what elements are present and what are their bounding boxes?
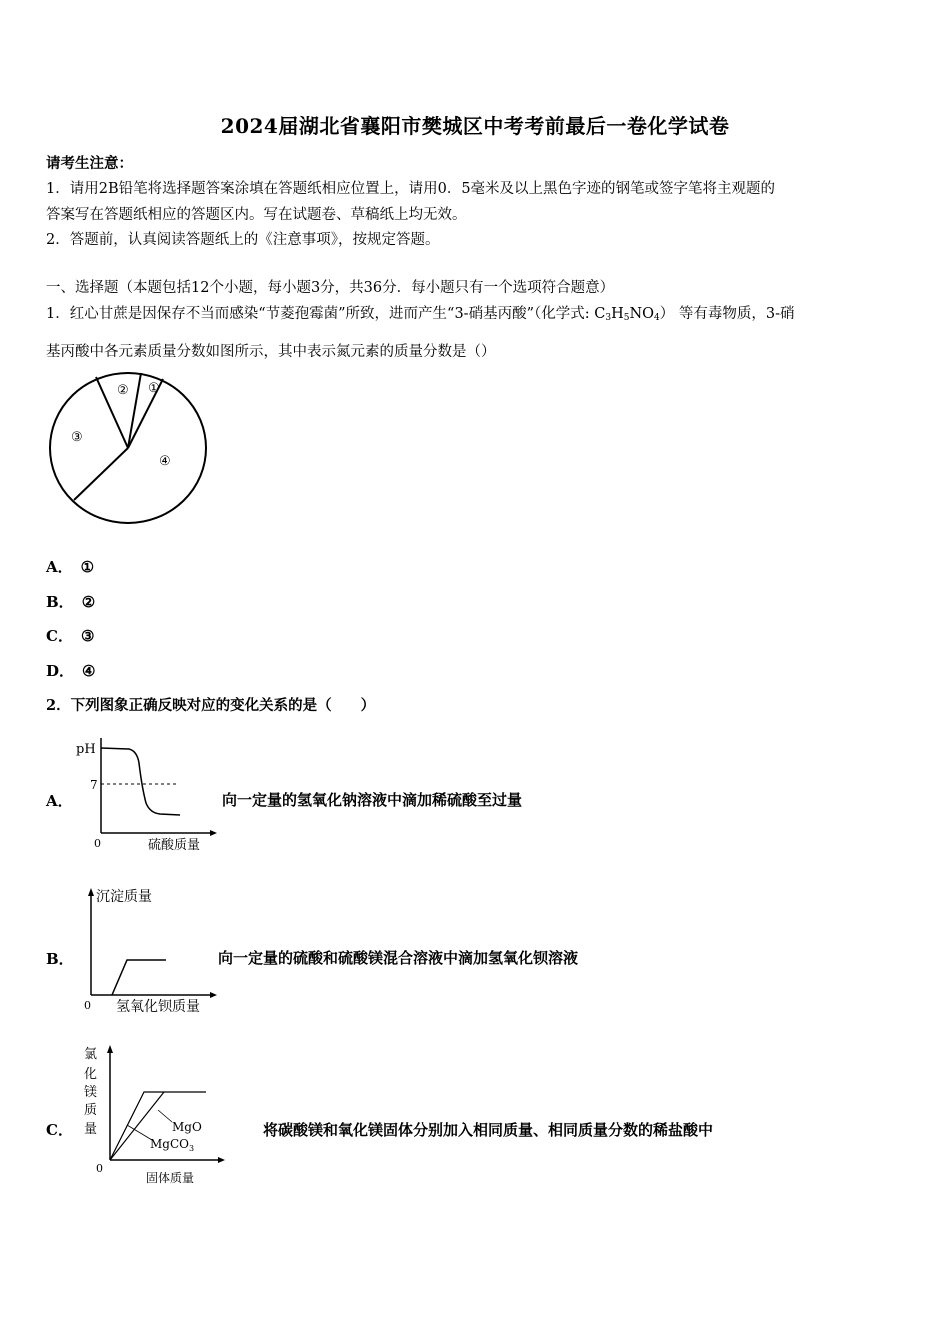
q1-option-a-label: A． [46,558,73,576]
q1-option-c-value: ③ [80,627,95,645]
notice-line-2: 答案写在答题纸相应的答题区内。写在试题卷、草稿纸上均无效。 [46,207,467,223]
q1-option-c[interactable] [46,625,94,646]
ph-curve-figure [74,733,222,858]
c-y-char-3: 镁 [84,1085,98,1100]
q1-option-b-value: ② [81,593,96,611]
a-ref-label: 7 [90,778,98,792]
a-ph-curve [101,748,180,815]
notice-line-3: 2．答题前，认真阅读答题纸上的《注意事项》，按规定答题。 [46,232,440,248]
c-mgco3-base: MgCO [150,1137,189,1151]
precipitate-figure [74,883,224,1018]
pie-divider-4 [74,448,128,500]
pie-label-3: ③ [71,430,83,445]
formula-no: NO [629,306,655,322]
q1-text-a: 1．红心甘蔗是因保存不当而感染“节菱孢霉菌”所致，进而产生“3-硝基丙酸”（化学式: C [46,306,606,322]
c-mgo-label: MgO [172,1120,202,1134]
formula-sub-4: 4 [654,313,660,323]
c-y-char-5: 量 [84,1122,98,1137]
b-x-arrow [210,992,217,998]
q2-option-b-label[interactable]: B． [46,950,74,968]
q2-option-b-text: 向一定量的硫酸和硫酸镁混合溶液中滴加氢氧化钡溶液 [218,949,579,967]
magnesium-chloride-figure [82,1040,232,1188]
c-mgco3-pointer [127,1125,152,1140]
a-x-label: 硫酸质量 [148,838,201,853]
b-x-label: 氢氧化钡质量 [116,999,200,1015]
c-y-char-2: 化 [84,1067,98,1082]
formula-sub-3: 3 [605,313,612,323]
c-x-arrow [218,1157,225,1163]
q1-option-d-label: D． [46,662,75,680]
pie-label-2: ② [117,383,129,398]
c-y-char-4: 质 [84,1103,98,1118]
a-origin-label: 0 [94,837,101,850]
b-origin-label: 0 [84,999,91,1012]
q1-option-b-label: B． [46,593,74,611]
q1-option-a-value: ① [80,558,95,576]
b-curve [112,960,166,995]
q1-option-a[interactable] [46,556,94,577]
q1-stem-line-1 [46,302,795,323]
q1-option-b[interactable] [46,591,95,612]
q1-option-d-value: ④ [82,662,96,680]
pie-label-4: ④ [159,454,171,469]
c-y-arrow [107,1045,113,1053]
b-y-label: 沉淀质量 [96,889,152,905]
q1-stem-line-2: 基丙酸中各元素质量分数如图所示，其中表示氮元素的质量分数是（） [46,344,496,360]
q2-option-a-label[interactable]: A． [46,792,73,810]
section-heading: 一、选择题（本题包括12个小题，每小题3分，共36分．每小题只有一个选项符合题意） [46,280,615,296]
pie-label-1: ① [148,381,160,396]
a-x-arrow [210,830,217,836]
a-y-label: pH [76,742,96,757]
c-x-label: 固体质量 [146,1171,195,1185]
q2-option-c-label[interactable]: C． [46,1121,73,1139]
pie-figure [46,370,211,530]
q2-option-c-text: 将碳酸镁和氧化镁固体分别加入相同质量、相同质量分数的稀盐酸中 [263,1121,714,1139]
q2-stem: 2．下列图象正确反映对应的变化关系的是（ ） [46,697,376,714]
q1-option-c-label: C． [46,627,73,645]
q1-text-b: ） 等有毒物质，3-硝 [659,306,795,322]
q1-option-d[interactable] [46,660,95,681]
page-title: 2024届湖北省襄阳市樊城区中考考前最后一卷化学试卷 [220,114,730,138]
c-mgco3-sub: 3 [189,1144,195,1153]
formula-h: H [611,306,624,322]
c-y-char-1: 氯 [84,1047,98,1062]
formula-sub-5: 5 [623,313,630,323]
c-mgco3-label [150,1137,194,1153]
c-origin-label: 0 [96,1162,103,1175]
c-mgo-pointer [158,1110,172,1122]
notice-line-1: 1．请用2B铅笔将选择题答案涂填在答题纸相应位置上，请用0．5毫米及以上黑色字迹的钢笔或签字笔将主观题的 [46,181,776,197]
notice-heading: 请考生注意： [46,155,133,172]
b-y-arrow [88,888,94,896]
q2-option-a-text: 向一定量的氢氧化钠溶液中滴加稀硫酸至过量 [222,791,523,809]
